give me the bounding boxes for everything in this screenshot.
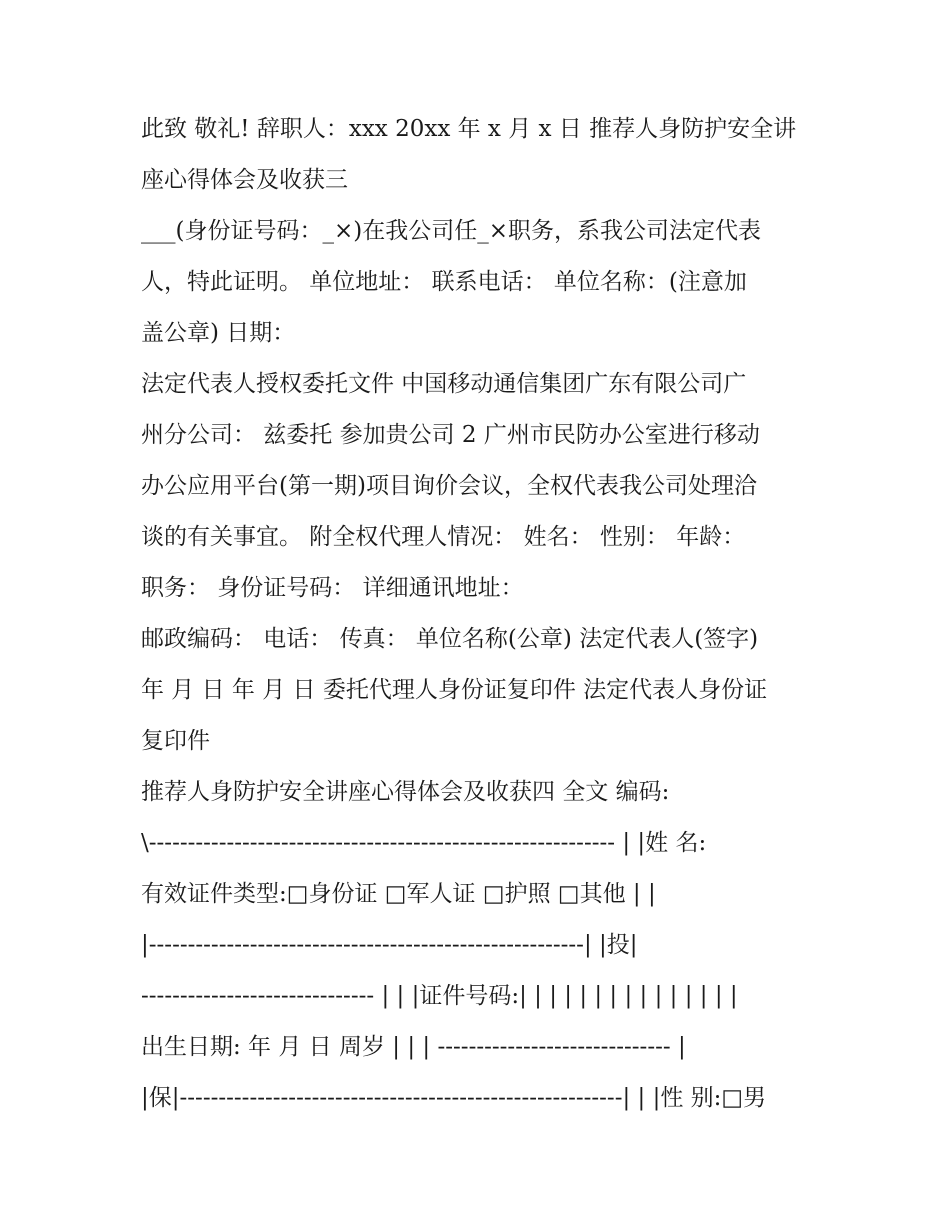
text-line-3: ___(身份证号码：_×)在我公司任_×职务，系我公司法定代表	[141, 218, 761, 244]
text-line-14: 推荐人身防护安全讲座心得体会及收获四 全文 编码:	[141, 779, 670, 805]
text-line-2: 座心得体会及收获三	[141, 167, 348, 193]
text-line-5: 盖公章) 日期：	[141, 320, 296, 346]
text-line-11: 邮政编码： 电话： 传真： 单位名称(公章) 法定代表人(签字)	[141, 626, 759, 652]
text-line-9: 谈的有关事宜。 附全权代理人情况： 姓名： 性别： 年龄：	[141, 524, 746, 550]
text-line-8: 办公应用平台(第一期)项目询价会议，全权代表我公司处理洽	[141, 473, 757, 499]
text-line-12: 年 月 日 年 月 日 委托代理人身份证复印件 法定代表人身份证	[141, 677, 768, 703]
text-line-20: |保|---------------------------------------------------------| | |性 别:□男	[141, 1085, 767, 1111]
text-line-17: |--------------------------------------------------------| |投|	[141, 932, 638, 958]
text-line-15: \------------------------------------------------------------ | |姓 名:	[141, 830, 707, 856]
text-line-10: 职务： 身份证号码： 详细通讯地址：	[141, 575, 524, 601]
text-line-18: ------------------------------ | | |证件号码:| | | | | | | | | | | | | | |	[141, 983, 738, 1009]
text-line-13: 复印件	[141, 728, 210, 754]
text-line-19: 出生日期: 年 月 日 周岁 | | | ------------------------------ |	[141, 1034, 686, 1060]
document-body	[141, 104, 821, 1124]
text-line-7: 州分公司： 兹委托 参加贵公司 2 广州市民防办公室进行移动	[141, 422, 760, 448]
text-line-4: 人，特此证明。 单位地址： 联系电话： 单位名称：(注意加	[141, 269, 747, 295]
text-line-16: 有效证件类型:□身份证 □军人证 □护照 □其他 | |	[141, 881, 656, 907]
text-line-6: 法定代表人授权委托文件 中国移动通信集团广东有限公司广	[141, 371, 747, 397]
text-line-1: 此致 敬礼! 辞职人：xxx 20xx 年 x 月 x 日 推荐人身防护安全讲	[141, 116, 797, 142]
